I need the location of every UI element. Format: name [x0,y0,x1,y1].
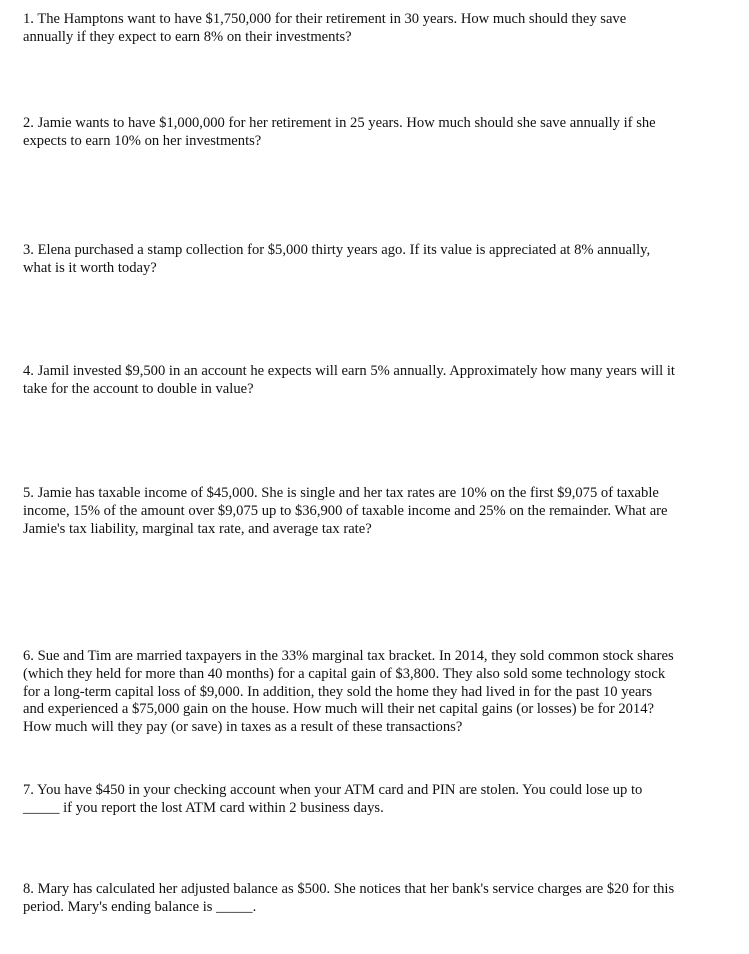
question-2-line-2: expects to earn 10% on her investments? [23,132,262,149]
question-7-line-1: 7. You have $450 in your checking account when your ATM card and PIN are stolen. You could lose up to [23,782,643,798]
question-5-line-1: 5. Jamie has taxable income of $45,000. She is single and her tax rates are 10% on the first $9,075 of taxable [23,485,659,501]
question-1 [23,11,723,47]
question-4 [23,363,723,399]
question-8-line-2: period. Mary's ending balance is _____. [23,898,257,915]
question-4-line-1: 4. Jamil invested $9,500 in an account he expects will earn 5% annually. Approximately how many years will it [23,363,675,379]
question-2 [23,115,723,151]
question-7-line-2: _____ if you report the lost ATM card within 2 business days. [23,799,384,816]
question-5-line-3: Jamie's tax liability, marginal tax rate, and average tax rate? [23,520,372,537]
question-1-line-1: 1. The Hamptons want to have $1,750,000 for their retirement in 30 years. How much should they save [23,11,627,27]
question-8-line-1: 8. Mary has calculated her adjusted balance as $500. She notices that her bank's service charges are $20 for this [23,881,675,897]
question-6-line-4: and experienced a $75,000 gain on the house. How much will their net capital gains (or losses) be for 2014? [23,701,655,718]
question-3-line-1: 3. Elena purchased a stamp collection for $5,000 thirty years ago. If its value is appreciated at 8% annually, [23,242,651,258]
question-6-line-1: 6. Sue and Tim are married taxpayers in the 33% marginal tax bracket. In 2014, they sold common stock shares [23,648,674,664]
question-4-line-2: take for the account to double in value? [23,380,254,397]
question-6-line-2: (which they held for more than 40 months) for a capital gain of $3,800. They also sold some technology stock [23,665,666,682]
question-6-line-5: How much will they pay (or save) in taxes as a result of these transactions? [23,719,463,736]
question-3 [23,242,723,278]
question-1-line-2: annually if they expect to earn 8% on their investments? [23,28,352,45]
question-3-line-2: what is it worth today? [23,259,157,276]
question-7 [23,782,723,818]
question-2-line-1: 2. Jamie wants to have $1,000,000 for her retirement in 25 years. How much should she save annually if she [23,115,656,131]
question-8 [23,881,723,917]
question-6 [23,648,723,737]
question-5-line-2: income, 15% of the amount over $9,075 up to $36,900 of taxable income and 25% on the remainder. What are [23,502,668,519]
question-6-line-3: for a long-term capital loss of $9,000. In addition, they sold the home they had lived in for the past 10 years [23,683,653,700]
question-5 [23,485,723,538]
